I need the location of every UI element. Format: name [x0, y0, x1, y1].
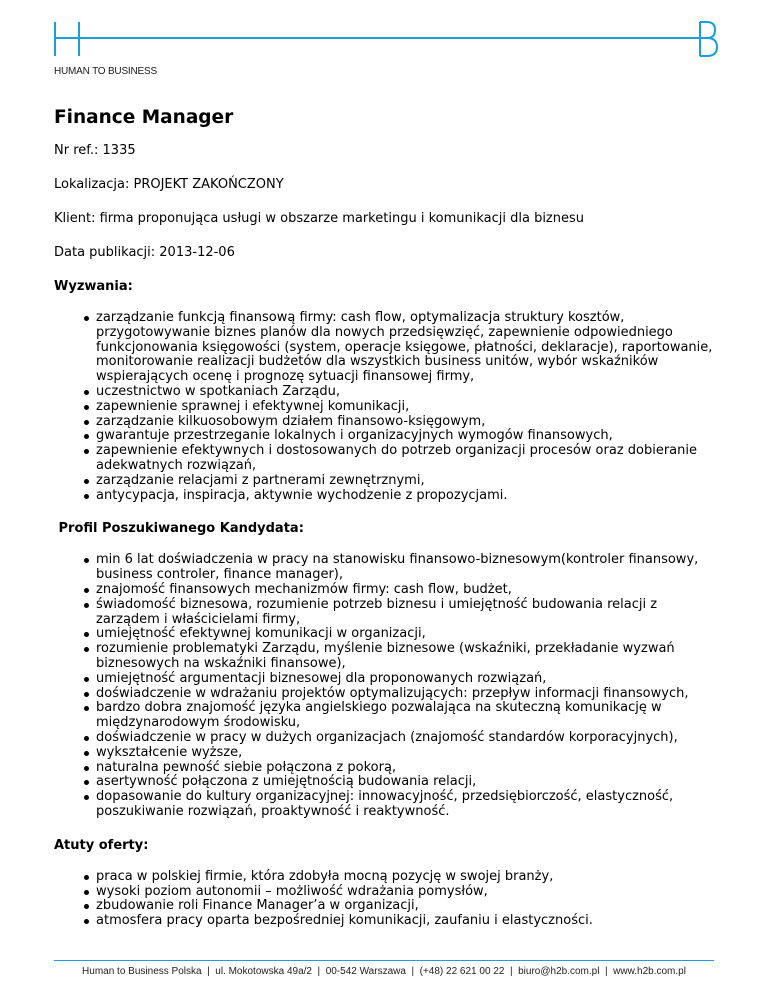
- list-item: doświadczenie w wdrażaniu projektów optymalizujących: przepływ informacji finansowych,: [96, 687, 724, 702]
- job-offer: [54, 105, 724, 929]
- candidate-profile-heading: Profil Poszukiwanego Kandydata:: [54, 521, 304, 537]
- list-item: zarządzanie funkcją finansową firmy: cash flow, optymalizacja struktury kosztów, przygotowywanie biznes planów dla nowych przedsięwzięć, zapewnienie odpowiedniego funkcjonowania księgowości (system, operacje księgowe, płatności, deklaracje), raportowanie, monitorowanie realizacji budżetów dla wszystkich business unitów, wybór wskaźników wspierających ocenę i prognozę sytuacji finansowej firmy,: [96, 311, 724, 385]
- company-logo: [0, 0, 768, 90]
- logo-caption: HUMAN TO BUSINESS: [54, 66, 157, 77]
- list-item: asertywność połączona z umiejętnością budowania relacji,: [96, 775, 724, 790]
- list-item: wysoki poziom autonomii – możliwość wdrażania pomysłów,: [96, 885, 724, 900]
- list-item: naturalna pewność siebie połączona z pokorą,: [96, 761, 724, 776]
- list-item: gwarantuje przestrzeganie lokalnych i organizacyjnych wymogów finansowych,: [96, 429, 724, 444]
- list-item: antycypacja, inspiracja, aktywnie wychodzenie z propozycjami.: [96, 489, 724, 504]
- offer-highlights-list: [54, 870, 724, 929]
- list-item: umiejętność efektywnej komunikacji w organizacji,: [96, 627, 724, 642]
- list-item: zarządzanie kilkuosobowym działem finansowo-księgowym,: [96, 415, 724, 430]
- client: Klient: firma proponująca usługi w obszarze marketingu i komunikacji dla biznesu: [54, 211, 585, 226]
- reference-number: Nr ref.: 1335: [54, 143, 136, 158]
- challenges-heading: Wyzwania:: [54, 279, 133, 294]
- footer-divider: [54, 960, 714, 961]
- list-item: zapewnienie efektywnych i dostosowanych do potrzeb organizacji procesów oraz dobieranie adekwatnych rozwiązań,: [96, 444, 724, 474]
- list-item: atmosfera pracy oparta bezpośredniej komunikacji, zaufaniu i elastyczności.: [96, 914, 724, 929]
- list-item: wykształcenie wyższe,: [96, 746, 724, 761]
- list-item: zarządzanie relacjami z partnerami zewnętrznymi,: [96, 474, 724, 489]
- list-item: bardzo dobra znajomość języka angielskiego pozwalająca na skuteczną komunikację w międzynarodowym środowisku,: [96, 701, 724, 731]
- list-item: uczestnictwo w spotkaniach Zarządu,: [96, 385, 724, 400]
- list-item: umiejętność argumentacji biznesowej dla proponowanych rozwiązań,: [96, 672, 724, 687]
- list-item: rozumienie problematyki Zarządu, myślenie biznesowe (wskaźniki, przekładanie wyzwań biznesowych na wskaźniki finansowe),: [96, 642, 724, 672]
- offer-highlights-heading: Atuty oferty:: [54, 837, 149, 853]
- list-item: doświadczenie w pracy w dużych organizacjach (znajomość standardów korporacyjnych),: [96, 731, 724, 746]
- list-item: świadomość biznesowa, rozumienie potrzeb biznesu i umiejętność budowania relacji z zarządem i właścicielami firmy,: [96, 598, 724, 628]
- publication-date: Data publikacji: 2013-12-06: [54, 245, 235, 260]
- list-item: dopasowanie do kultury organizacyjnej: innowacyjność, przedsiębiorczość, elastyczność, poszukiwanie rozwiązań, proaktywność i reaktywność.: [96, 790, 724, 820]
- list-item: zbudowanie roli Finance Manager’a w organizacji,: [96, 899, 724, 914]
- challenges-list: [54, 311, 724, 503]
- job-title: Finance Manager: [54, 107, 234, 128]
- list-item: praca w polskiej firmie, która zdobyła mocną pozycję w swojej branży,: [96, 870, 724, 885]
- location: Lokalizacja: PROJEKT ZAKOŃCZONY: [54, 177, 284, 192]
- candidate-profile-list: [54, 553, 724, 819]
- list-item: zapewnienie sprawnej i efektywnej komunikacji,: [96, 400, 724, 415]
- list-item: min 6 lat doświadczenia w pracy na stanowisku finansowo-biznesowym(kontroler finansowy, business controler, finance manager),: [96, 553, 724, 583]
- list-item: znajomość finansowych mechanizmów firmy: cash flow, budżet,: [96, 583, 724, 598]
- footer-contact: Human to Business Polska | ul. Mokotowska 49a/2 | 00-542 Warszawa | (+48) 22 621 00 22 | biuro@h2b.com.pl | www.h2b.com.pl: [82, 966, 686, 977]
